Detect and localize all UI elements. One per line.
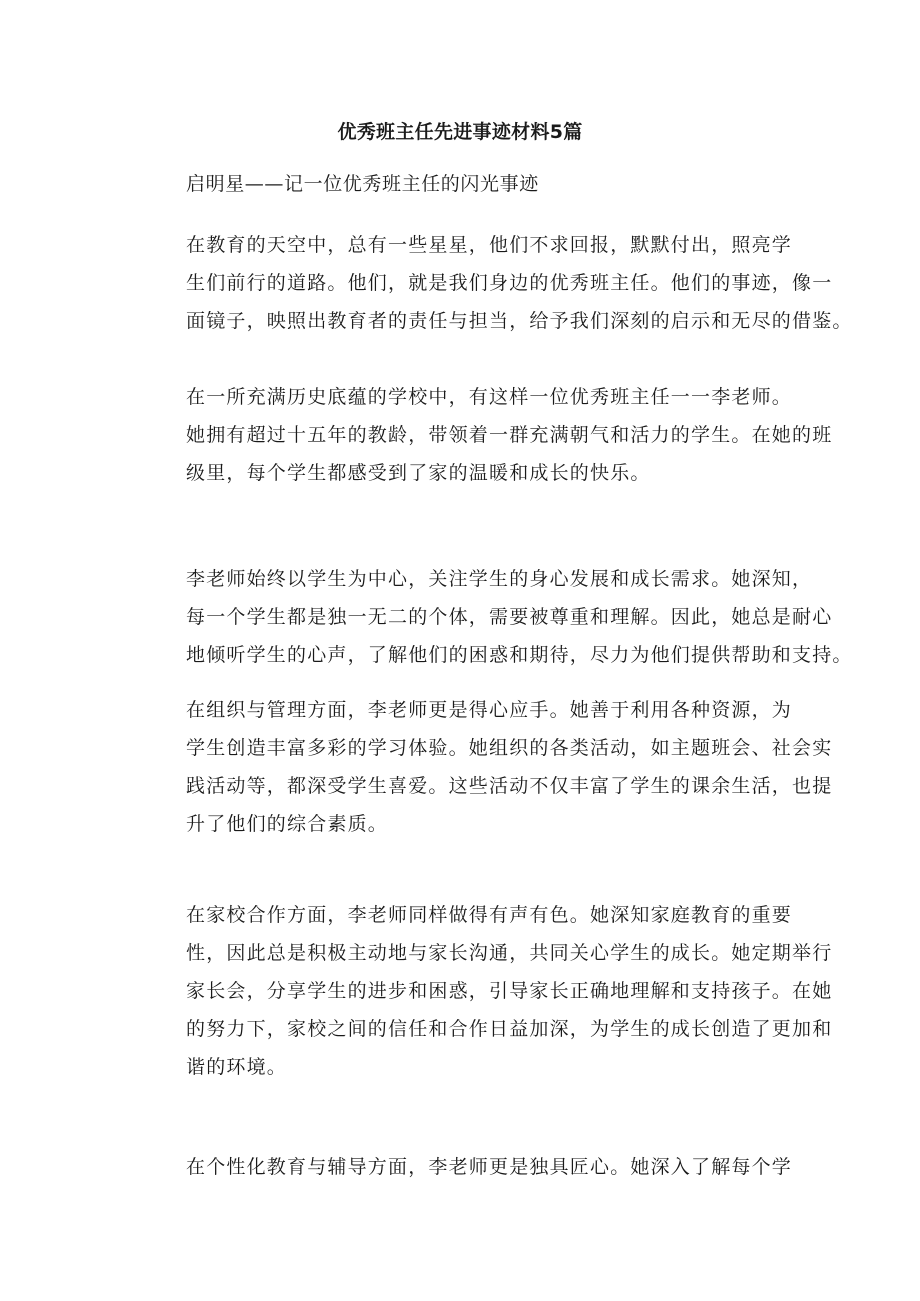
paragraph-line: 地倾听学生的心声，了解他们的困惑和期待，尽力为他们提供帮助和支持。 — [186, 644, 853, 666]
paragraph-4 — [140, 691, 833, 843]
paragraph-line: 性，因此总是积极主动地与家长沟通，共同关心学生的成长。她定期举行 — [186, 942, 833, 964]
paragraph-line: 在组织与管理方面，李老师更是得心应手。她善于利用各种资源，为 — [186, 699, 793, 721]
paragraph-6 — [140, 1148, 793, 1186]
paragraph-line: 学生创造丰富多彩的学习体验。她组织的各类活动，如主题班会、社会实 — [186, 737, 833, 759]
paragraph-line: 践活动等，都深受学生喜爱。这些活动不仅丰富了学生的课余生活，也提 — [186, 775, 833, 797]
paragraph-line: 李老师始终以学生为中心，关注学生的身心发展和成长需求。她深知， — [186, 568, 813, 590]
paragraph-3 — [140, 560, 853, 674]
document-title: 优秀班主任先进事迹材料5篇 — [337, 121, 583, 143]
paragraph-line: 生们前行的道路。他们，就是我们身边的优秀班主任。他们的事迹，像一 — [186, 272, 833, 294]
paragraph-line: 升了他们的综合素质。 — [186, 813, 389, 835]
document-subtitle: 启明星——记一位优秀班主任的闪光事迹 — [186, 173, 539, 195]
paragraph-line: 每一个学生都是独一无二的个体，需要被尊重和理解。因此，她总是耐心 — [186, 606, 833, 628]
paragraph-line: 在教育的天空中，总有一些星星，他们不求回报，默默付出，照亮学 — [186, 234, 793, 256]
paragraph-1 — [140, 226, 853, 340]
paragraph-2 — [140, 378, 833, 492]
paragraph-line: 在家校合作方面，李老师同样做得有声有色。她深知家庭教育的重要 — [186, 904, 793, 926]
paragraph-5 — [140, 896, 833, 1086]
paragraph-line: 在一所充满历史底蕴的学校中，有这样一位优秀班主任一一李老师。 — [186, 386, 793, 408]
paragraph-line: 她拥有超过十五年的教龄，带领着一群充满朝气和活力的学生。在她的班 — [186, 424, 833, 446]
paragraph-line: 面镜子，映照出教育者的责任与担当，给予我们深刻的启示和无尽的借鉴。 — [186, 310, 853, 332]
paragraph-line: 的努力下，家校之间的信任和合作日益加深，为学生的成长创造了更加和 — [186, 1018, 833, 1040]
paragraph-line: 级里，每个学生都感受到了家的温暖和成长的快乐。 — [186, 462, 651, 484]
paragraph-line: 谐的环境。 — [186, 1056, 288, 1078]
paragraph-line: 在个性化教育与辅导方面，李老师更是独具匠心。她深入了解每个学 — [186, 1156, 793, 1178]
paragraph-line: 家长会，分享学生的进步和困惑，引导家长正确地理解和支持孩子。在她 — [186, 980, 833, 1002]
